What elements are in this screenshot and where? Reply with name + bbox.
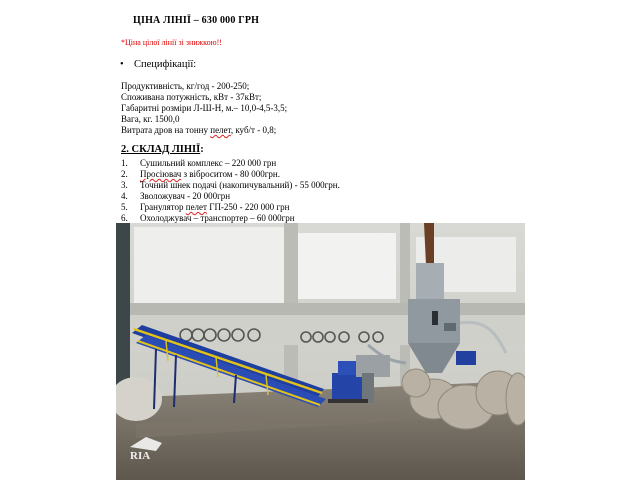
composition-item: 4. Зволожувач - 20 000грн bbox=[121, 191, 231, 201]
spec-line: Продуктивність, кг/год - 200-250; bbox=[121, 81, 250, 91]
production-line-photo bbox=[116, 223, 525, 480]
composition-item: 2. Просіювач з віброситом - 80 000грн. bbox=[121, 169, 280, 179]
bullet-icon: • bbox=[120, 59, 124, 70]
composition-item: 6. Охолоджувач – транспортер – 60 000грн bbox=[121, 213, 295, 223]
spec-line: Споживана потужність, кВт - 37кВт; bbox=[121, 92, 262, 102]
composition-item: 5. Гранулятор пелет ГП-250 - 220 000 грн bbox=[121, 202, 290, 212]
price-note: *Ціна цілої лінії зі знижкою!! bbox=[121, 38, 222, 47]
composition-item: 3. Точний шнек подачі (накопичувальний) - 55 000грн. bbox=[121, 180, 340, 190]
composition-item: 1. Сушильний комплекс – 220 000 грн bbox=[121, 158, 277, 168]
specs-heading bbox=[120, 59, 197, 70]
svg-text:RIA: RIA bbox=[130, 450, 151, 462]
spec-line: Витрата дров на тонну пелет, куб/т - 0,8; bbox=[121, 125, 277, 135]
composition-heading: 2. СКЛАД ЛІНІЇ: bbox=[121, 144, 204, 155]
composition-heading-label: СКЛАД ЛІНІЇ bbox=[131, 144, 201, 155]
price-title: ЦІНА ЛІНІЇ – 630 000 ГРН bbox=[133, 15, 260, 26]
specs-heading-label: Специфікації: bbox=[134, 59, 197, 70]
spec-line: Габаритні розміри Л-Ш-Н, м.– 10,0-4,5-3,5; bbox=[121, 103, 288, 113]
spec-line: Вага, кг. 1500,0 bbox=[121, 114, 180, 124]
